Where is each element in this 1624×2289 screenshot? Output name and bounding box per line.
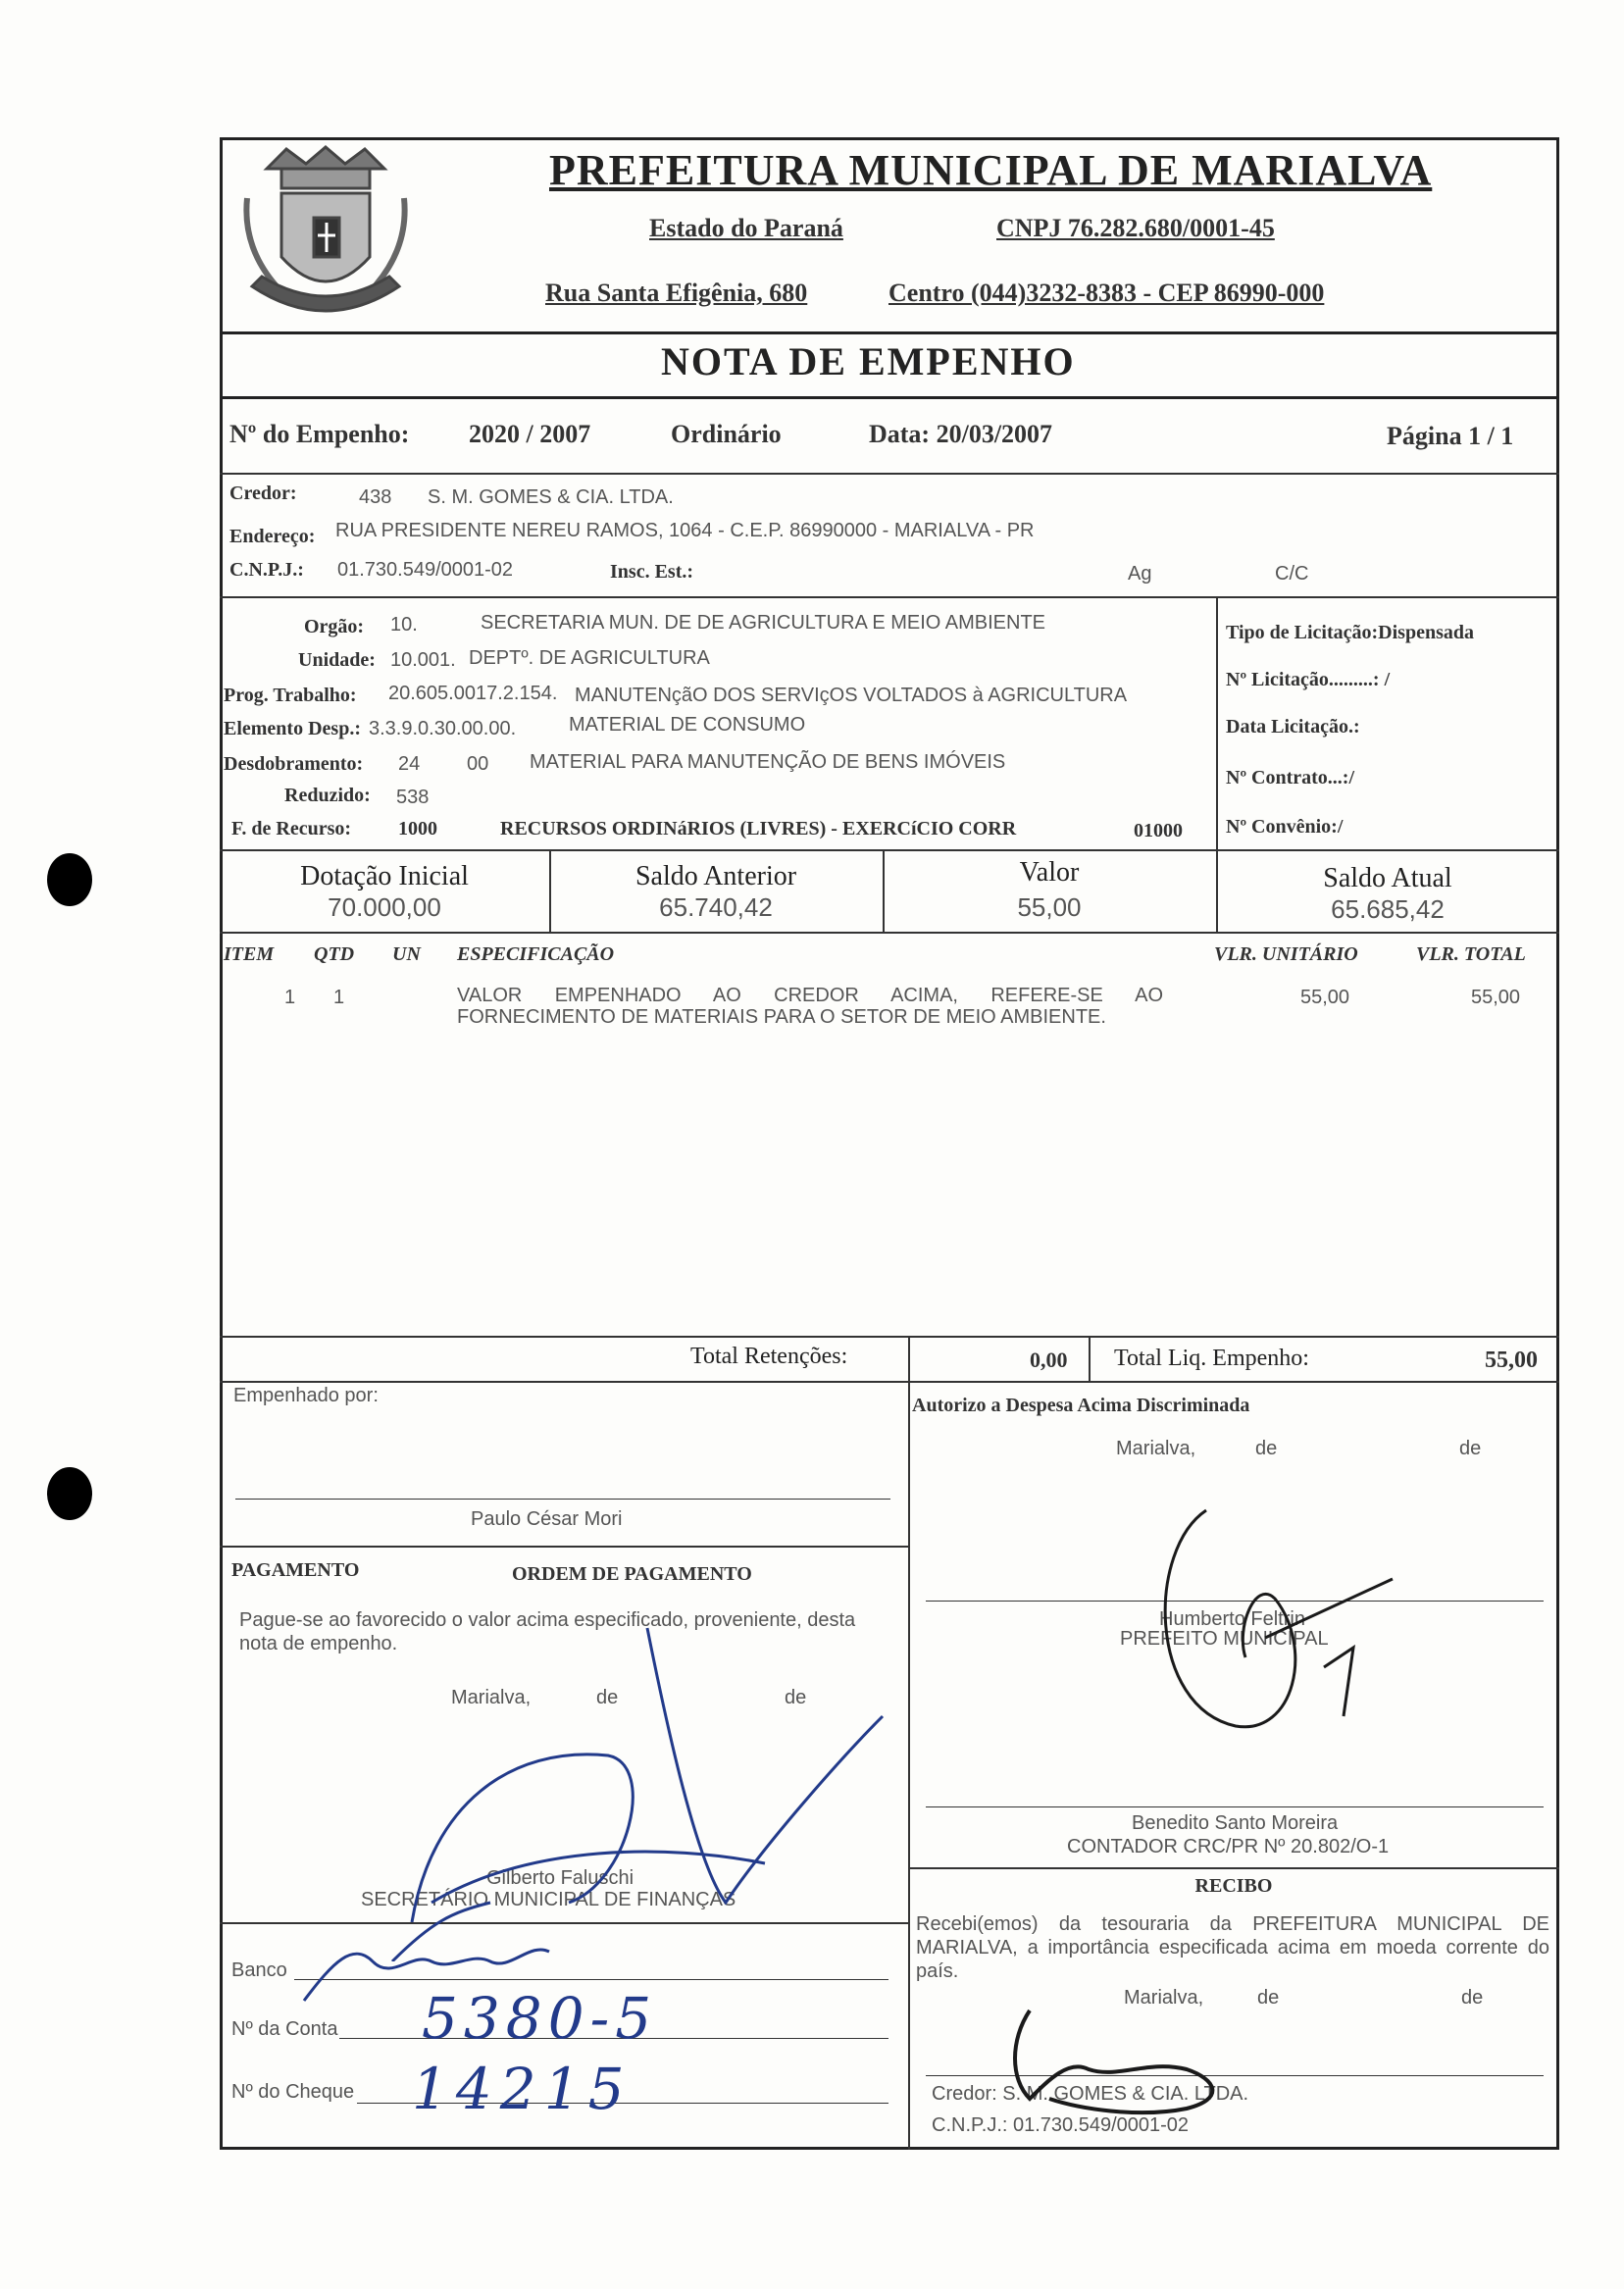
numero-convenio: Nº Convênio:/ (1226, 816, 1344, 838)
center-phone-label: Centro (044)3232-8383 - CEP 86990-000 (888, 279, 1325, 307)
banco-signature-icon (294, 1922, 588, 2010)
dotacao-inicial-label: Dotação Inicial (300, 861, 469, 891)
page-number: Página 1 / 1 (1387, 422, 1514, 450)
dotacao-inicial-value: 70.000,00 (328, 892, 441, 922)
prefeito-role: PREFEITO MUNICIPAL (1120, 1628, 1329, 1650)
conta-label: Nº da Conta (231, 2018, 338, 2040)
unidade-code: 10.001. (390, 649, 456, 671)
state-label: Estado do Paraná (649, 214, 843, 242)
pagamento-text: Pague-se ao favorecido o valor acima especificado, proveniente, desta nota de empenho. (239, 1609, 856, 1654)
saldo-atual-label: Saldo Atual (1323, 863, 1452, 893)
col-vlr-unitario: VLR. UNITÁRIO (1214, 943, 1358, 965)
recibo-place: Marialva, (1124, 1987, 1204, 2009)
total-liquido-label: Total Liq. Empenho: (1114, 1346, 1309, 1371)
pagamento-place: Marialva, (451, 1687, 532, 1708)
total-retencoes-label: Total Retenções: (690, 1344, 848, 1369)
punch-hole-bottom (47, 1467, 92, 1520)
cnpj-label: CNPJ 76.282.680/0001-45 (996, 214, 1275, 242)
recibo-text: Recebi(emos) da tesouraria da PREFEITURA MUNICIPAL DE MARIALVA, a importância especificada acima em moeda corrente do país. (916, 1913, 1549, 1982)
recibo-label: RECIBO (1194, 1875, 1273, 1897)
fonte-code2: 01000 (1134, 820, 1183, 841)
pagamento-de2: de (785, 1687, 807, 1708)
orgao-name: SECRETARIA MUN. DE DE AGRICULTURA E MEIO AMBIENTE (481, 612, 1046, 634)
elemento-name: MATERIAL DE CONSUMO (569, 714, 806, 736)
address-field-label: Endereço: (229, 526, 316, 547)
address-label: Rua Santa Efigênia, 680 (545, 279, 808, 307)
cc-label: C/C (1275, 563, 1309, 585)
recibo-signature-icon (990, 2001, 1245, 2118)
empenho-date: Data: 20/03/2007 (869, 420, 1053, 448)
fonte-name: RECURSOS ORDINáRIOS (LIVRES) - EXERCíCIO CORR (500, 818, 1017, 839)
secretario-name: Gilberto Faluschi (486, 1867, 634, 1889)
credor-name: S. M. GOMES & CIA. LTDA. (428, 486, 674, 508)
contador-role: CONTADOR CRC/PR Nº 20.802/O-1 (1067, 1836, 1390, 1857)
elemento-label: Elemento Desp.: (224, 718, 361, 739)
tipo-licitacao: Tipo de Licitação:Dispensada (1226, 622, 1474, 643)
col-especificacao: ESPECIFICAÇÃO (457, 943, 615, 965)
saldo-atual-value: 65.685,42 (1331, 894, 1445, 924)
empenho-type: Ordinário (671, 420, 782, 448)
recibo-de1: de (1257, 1987, 1280, 2009)
municipal-coat-of-arms-icon (228, 139, 424, 335)
pagamento-label: PAGAMENTO (231, 1559, 360, 1581)
prefeito-name: Humberto Feltrin (1159, 1608, 1305, 1630)
credor-label: Credor: (229, 483, 297, 504)
prog-name: MANUTENçãO DOS SERVIçOS VOLTADOS à AGRICULTURA (575, 685, 1128, 706)
empenho-number: 2020 / 2007 (469, 420, 591, 448)
ag-label: Ag (1128, 563, 1152, 585)
banco-label: Banco (231, 1959, 287, 1981)
col-un: UN (392, 943, 421, 965)
prefeito-signature-icon (1128, 1491, 1422, 1785)
saldo-anterior-value: 65.740,42 (659, 892, 773, 922)
pagamento-de1: de (596, 1687, 619, 1708)
insc-est-label: Insc. Est.: (610, 561, 694, 583)
desdobramento-code1: 24 (398, 753, 421, 775)
credor-code: 438 (359, 486, 392, 508)
empenho-number-label: Nº do Empenho: (229, 420, 410, 448)
fonte-label: F. de Recurso: (231, 818, 352, 839)
orgao-label: Orgão: (304, 616, 365, 637)
numero-contrato: Nº Contrato...:/ (1226, 767, 1355, 788)
item-qtd: 1 (333, 987, 345, 1008)
conta-handwritten: 5380-5 (422, 1985, 658, 2052)
contador-name: Benedito Santo Moreira (1132, 1812, 1339, 1834)
ordem-pagamento-label: ORDEM DE PAGAMENTO (512, 1563, 752, 1585)
data-licitacao: Data Licitação.: (1226, 716, 1360, 738)
cheque-label: Nº do Cheque (231, 2081, 355, 2103)
prefeitura-title: PREFEITURA MUNICIPAL DE MARIALVA (549, 146, 1433, 194)
desdobramento-label: Desdobramento: (224, 753, 364, 775)
item-number: 1 (284, 987, 296, 1008)
desdobramento-name: MATERIAL PARA MANUTENÇÃO DE BENS IMÓVEIS (530, 751, 1006, 773)
credor-cnpj: 01.730.549/0001-02 (337, 559, 514, 581)
recibo-cnpj: C.N.P.J.: 01.730.549/0001-02 (932, 2114, 1190, 2136)
autorizo-de1: de (1255, 1438, 1278, 1459)
credor-address: RUA PRESIDENTE NEREU RAMOS, 1064 - C.E.P. 86990000 - MARIALVA - PR (335, 520, 1035, 541)
valor-value: 55,00 (1017, 892, 1082, 922)
item-vlr-total: 55,00 (1471, 987, 1521, 1008)
recibo-credor: Credor: S. M. GOMES & CIA. LTDA. (932, 2083, 1249, 2105)
item-vlr-unitario: 55,00 (1300, 987, 1350, 1008)
prog-label: Prog. Trabalho: (224, 685, 357, 706)
unidade-label: Unidade: (298, 649, 376, 671)
secretario-role: SECRETÁRIO MUNICIPAL DE FINANÇAS (361, 1889, 736, 1910)
total-retencoes-value: 0,00 (1030, 1348, 1068, 1372)
elemento-code: 3.3.9.0.30.00.00. (369, 718, 517, 739)
secretario-signature-icon (373, 1608, 922, 1961)
item-especificacao: VALOR EMPENHADO AO CREDOR ACIMA, REFERE-SE AO FORNECIMENTO DE MATERIAIS PARA O SETOR DE MEIO AMBIENTE. (457, 985, 1163, 1028)
col-qtd: QTD (314, 943, 355, 965)
valor-label: Valor (1019, 857, 1080, 888)
empenhado-por-label: Empenhado por: (233, 1385, 379, 1406)
fonte-code: 1000 (398, 818, 437, 839)
numero-licitacao: Nº Licitação.........: / (1226, 669, 1391, 690)
desdobramento-code2: 00 (467, 753, 489, 775)
col-item: ITEM (224, 943, 275, 965)
col-vlr-total: VLR. TOTAL (1416, 943, 1526, 965)
orgao-code: 10. (390, 614, 418, 636)
cnpj-field-label: C.N.P.J.: (229, 559, 304, 581)
total-liquido-value: 55,00 (1485, 1348, 1538, 1373)
unidade-name: DEPTº. DE AGRICULTURA (469, 647, 710, 669)
document-title: NOTA DE EMPENHO (661, 339, 1076, 383)
prog-code: 20.605.0017.2.154. (388, 683, 558, 704)
autorizo-place: Marialva, (1116, 1438, 1196, 1459)
saldo-anterior-label: Saldo Anterior (634, 861, 797, 891)
punch-hole-top (47, 853, 92, 906)
recibo-de2: de (1461, 1987, 1484, 2009)
autorizo-de2: de (1459, 1438, 1482, 1459)
cheque-handwritten: 14215 (412, 2056, 633, 2122)
autorizo-label: Autorizo a Despesa Acima Discriminada (912, 1395, 1250, 1416)
reduzido-label: Reduzido: (284, 785, 371, 806)
reduzido-value: 538 (396, 787, 430, 808)
empenhado-por-name: Paulo César Mori (471, 1508, 623, 1530)
